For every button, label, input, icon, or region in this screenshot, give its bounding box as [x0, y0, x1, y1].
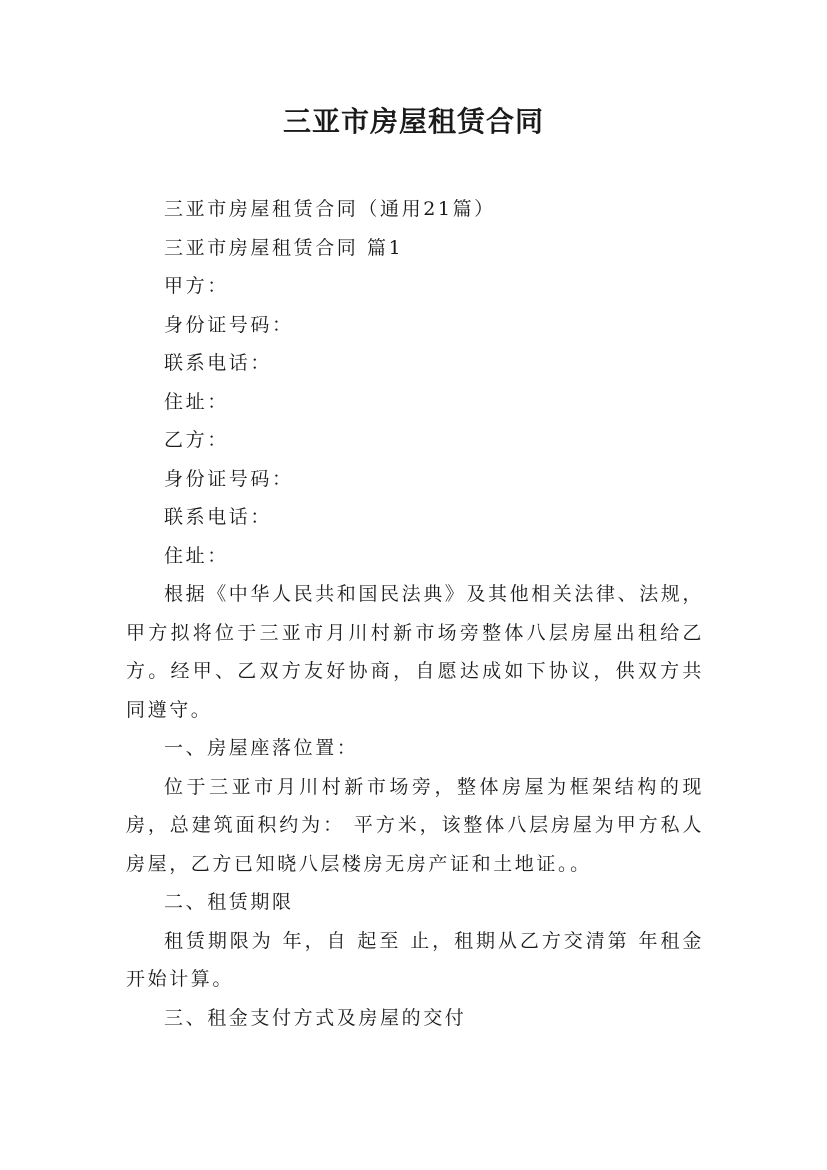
- paragraph-party-a: 甲方：: [164, 275, 229, 297]
- document-body: [126, 190, 704, 1037]
- paragraph-party-b-address: 住址：: [164, 544, 229, 567]
- paragraph-section-2-heading: 二、租赁期限: [164, 891, 294, 913]
- paragraph-party-a-id: 身份证号码：: [164, 313, 294, 336]
- paragraph-section-3-heading: 三、租金支付方式及房屋的交付: [164, 1006, 467, 1029]
- paragraph-preamble: 根据《中华人民共和国民法典》及其他相关法律、法规，甲方拟将位于三亚市月川村新市场旁整体八层房屋出租给乙方。经甲、乙双方友好协商，自愿达成如下协议，供双方共同遵守。: [126, 583, 705, 721]
- paragraph-section-2-body: 租赁期限为 年，自 起至 止，租期从乙方交清第 年租金开始计算。: [126, 929, 704, 990]
- paragraph-party-b-id: 身份证号码：: [164, 467, 294, 490]
- paragraph-party-a-phone: 联系电话：: [164, 352, 273, 374]
- paragraph-party-b: 乙方：: [164, 429, 229, 451]
- paragraph-party-a-address: 住址：: [164, 390, 229, 413]
- paragraph-chapter-heading: 三亚市房屋租赁合同 篇1: [164, 236, 404, 259]
- paragraph-subtitle: 三亚市房屋租赁合同（通用21篇）: [164, 198, 496, 220]
- paragraph-section-1-heading: 一、房屋座落位置：: [164, 737, 359, 759]
- paragraph-party-b-phone: 联系电话：: [164, 506, 273, 528]
- paragraph-section-1-body: 位于三亚市月川村新市场旁，整体房屋为框架结构的现房，总建筑面积约为： 平方米，该整体八层房屋为甲方私人房屋，乙方已知晓八层楼房无房产证和土地证。。: [126, 775, 704, 875]
- document-title: 三亚市房屋租赁合同: [282, 105, 544, 138]
